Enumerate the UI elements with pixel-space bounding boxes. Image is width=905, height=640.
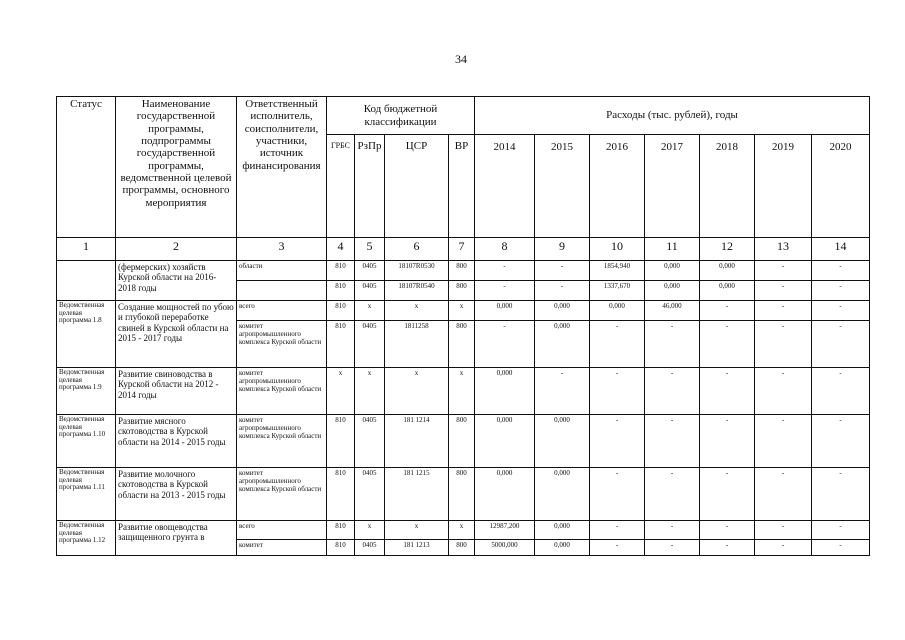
expense-value-cell: - (645, 368, 700, 415)
expense-value-cell: - (700, 321, 755, 368)
expense-value-cell: - (535, 261, 590, 281)
expense-value-cell: - (755, 261, 812, 281)
rzpr-cell: 0405 (355, 281, 385, 301)
grbs-cell: 810 (327, 540, 355, 556)
program-name: Развитие молочного скотоводства в Курской области на 2013 - 2015 годы (116, 468, 237, 521)
expense-value-cell: - (590, 540, 645, 556)
header-year: 2019 (755, 135, 812, 238)
expense-value-cell: 0,000 (535, 301, 590, 321)
csr-cell: 181 1213 (385, 540, 449, 556)
executor-cell: комитет агропромышленного комплекса Курской области (237, 321, 327, 368)
header-executor: Ответственный исполнитель, соисполнители, участники, источник финансирования (237, 97, 327, 238)
vr-cell: 800 (449, 261, 475, 281)
vr-cell: 800 (449, 321, 475, 368)
expense-value-cell: 0,000 (590, 301, 645, 321)
expense-value-cell: 46,000 (645, 301, 700, 321)
program-name: Развитие мясного скотоводства в Курской области на 2014 - 2015 годы (116, 415, 237, 468)
grbs-cell: 810 (327, 468, 355, 521)
expense-value-cell: - (755, 415, 812, 468)
expense-value-cell: - (812, 281, 870, 301)
expense-value-cell: 0,000 (475, 368, 535, 415)
expense-value-cell: - (590, 521, 645, 540)
budget-table (56, 96, 870, 556)
header-budget-code: Код бюджетной классификации (327, 97, 475, 135)
table-row (57, 261, 870, 281)
expense-value-cell: - (475, 321, 535, 368)
expense-value-cell: - (700, 415, 755, 468)
grbs-cell: 810 (327, 321, 355, 368)
column-number: 2 (116, 238, 237, 261)
header-name: Наименование государственной программы, подпрограммы государственной программы, ведомственной целевой программы, основного мероприятия (116, 97, 237, 238)
expense-value-cell: - (535, 368, 590, 415)
csr-cell: 181 1214 (385, 415, 449, 468)
csr-cell: х (385, 301, 449, 321)
expense-value-cell: - (590, 321, 645, 368)
header-year: 2020 (812, 135, 870, 238)
page-number: 34 (455, 52, 467, 66)
expense-value-cell: 0,000 (535, 415, 590, 468)
expense-value-cell: 0,000 (535, 468, 590, 521)
expense-value-cell: - (812, 521, 870, 540)
table-row (57, 415, 870, 468)
header-year: 2018 (700, 135, 755, 238)
csr-cell: 1811258 (385, 321, 449, 368)
expense-value-cell: - (812, 261, 870, 281)
header-year: 2017 (645, 135, 700, 238)
grbs-cell: 810 (327, 521, 355, 540)
expense-value-cell: - (755, 368, 812, 415)
expense-value-cell: - (755, 321, 812, 368)
program-name: Создание мощностей по убою и глубокой переработке свиней в Курской области на 2015 - 2017 годы (116, 301, 237, 368)
vr-cell: 800 (449, 415, 475, 468)
grbs-cell: 810 (327, 261, 355, 281)
expense-value-cell: - (475, 261, 535, 281)
rzpr-cell: 0405 (355, 415, 385, 468)
expense-value-cell: - (812, 301, 870, 321)
program-status: Ведомственная целевая программа 1.8 (57, 301, 116, 368)
csr-cell: 18107R0540 (385, 281, 449, 301)
expense-value-cell: - (645, 321, 700, 368)
table-row (57, 468, 870, 521)
expense-value-cell: 0,000 (535, 521, 590, 540)
column-number: 14 (812, 238, 870, 261)
column-number-row (57, 238, 870, 261)
grbs-cell: 810 (327, 415, 355, 468)
expense-value-cell: 0,000 (475, 415, 535, 468)
rzpr-cell: х (355, 301, 385, 321)
column-number: 7 (449, 238, 475, 261)
expense-value-cell: - (645, 540, 700, 556)
executor-cell: комитет агропромышленного комплекса Курской области (237, 468, 327, 521)
expense-value-cell: 1337,670 (590, 281, 645, 301)
expense-value-cell: - (645, 415, 700, 468)
header-status: Статус (57, 97, 116, 238)
grbs-cell: х (327, 368, 355, 415)
expense-value-cell: - (812, 368, 870, 415)
expense-value-cell: - (645, 521, 700, 540)
csr-cell: 181 1215 (385, 468, 449, 521)
expense-value-cell: - (590, 368, 645, 415)
expense-value-cell: - (700, 301, 755, 321)
column-number: 9 (535, 238, 590, 261)
program-status: Ведомственная целевая программа 1.12 (57, 521, 116, 556)
rzpr-cell: 0405 (355, 468, 385, 521)
program-status: Ведомственная целевая программа 1.9 (57, 368, 116, 415)
executor-cell: всего (237, 521, 327, 540)
expense-value-cell: - (812, 321, 870, 368)
column-number: 1 (57, 238, 116, 261)
program-status (57, 261, 116, 301)
expense-value-cell: - (590, 468, 645, 521)
expense-value-cell: - (645, 468, 700, 521)
expense-value-cell: 0,000 (535, 321, 590, 368)
column-number: 12 (700, 238, 755, 261)
expense-value-cell: - (755, 281, 812, 301)
expense-value-cell: - (755, 301, 812, 321)
rzpr-cell: х (355, 368, 385, 415)
column-number: 5 (355, 238, 385, 261)
vr-cell: х (449, 521, 475, 540)
expense-value-cell: - (535, 281, 590, 301)
executor-cell: области (237, 261, 327, 281)
rzpr-cell: 0405 (355, 321, 385, 368)
expense-value-cell: 0,000 (645, 281, 700, 301)
executor-cell: комитет агропромышленного комплекса Курской области (237, 368, 327, 415)
header-code-grbs: ГРБС (327, 135, 355, 238)
column-number: 8 (475, 238, 535, 261)
column-number: 6 (385, 238, 449, 261)
expense-value-cell: 1854,940 (590, 261, 645, 281)
executor-cell (237, 281, 327, 301)
vr-cell: х (449, 301, 475, 321)
expense-value-cell: 0,000 (535, 540, 590, 556)
executor-cell: комитет агропромышленного комплекса Курской области (237, 415, 327, 468)
program-name: (фермерских) хозяйств Курской области на 2016-2018 годы (116, 261, 237, 301)
grbs-cell: 810 (327, 301, 355, 321)
vr-cell: 800 (449, 468, 475, 521)
expense-value-cell: - (812, 468, 870, 521)
csr-cell: х (385, 368, 449, 415)
header-year: 2016 (590, 135, 645, 238)
grbs-cell: 810 (327, 281, 355, 301)
csr-cell: х (385, 521, 449, 540)
program-name: Развитие овощеводства защищенного грунта в (116, 521, 237, 556)
expense-value-cell: 12987,200 (475, 521, 535, 540)
expense-value-cell: 0,000 (700, 281, 755, 301)
expense-value-cell: 0,000 (700, 261, 755, 281)
expense-value-cell: - (755, 468, 812, 521)
expense-value-cell: - (590, 415, 645, 468)
table-row (57, 301, 870, 321)
expense-value-cell: 5000,000 (475, 540, 535, 556)
program-name: Развитие свиноводства в Курской области на 2012 - 2014 годы (116, 368, 237, 415)
rzpr-cell: 0405 (355, 540, 385, 556)
rzpr-cell: 0405 (355, 261, 385, 281)
expense-value-cell: - (812, 415, 870, 468)
expense-value-cell: 0,000 (645, 261, 700, 281)
expense-value-cell: - (812, 540, 870, 556)
expense-value-cell: - (755, 521, 812, 540)
expense-value-cell: - (700, 540, 755, 556)
vr-cell: 800 (449, 281, 475, 301)
csr-cell: 18107R0530 (385, 261, 449, 281)
header-year: 2014 (475, 135, 535, 238)
vr-cell: 800 (449, 540, 475, 556)
table-row (57, 368, 870, 415)
vr-cell: х (449, 368, 475, 415)
column-number: 3 (237, 238, 327, 261)
expense-value-cell: - (700, 368, 755, 415)
column-number: 11 (645, 238, 700, 261)
program-status: Ведомственная целевая программа 1.11 (57, 468, 116, 521)
expense-value-cell: - (475, 281, 535, 301)
executor-cell: всего (237, 301, 327, 321)
rzpr-cell: х (355, 521, 385, 540)
header-expenses: Расходы (тыс. рублей), годы (475, 97, 870, 135)
header-year: 2015 (535, 135, 590, 238)
column-number: 13 (755, 238, 812, 261)
expense-value-cell: - (755, 540, 812, 556)
expense-value-cell: - (700, 468, 755, 521)
expense-value-cell: - (700, 521, 755, 540)
header-code-csr: ЦСР (385, 135, 449, 238)
column-number: 4 (327, 238, 355, 261)
expense-value-cell: 0,000 (475, 468, 535, 521)
expense-value-cell: 0,000 (475, 301, 535, 321)
column-number: 10 (590, 238, 645, 261)
header-code-vr: ВР (449, 135, 475, 238)
header-code-rzpr: РзПр (355, 135, 385, 238)
program-status: Ведомственная целевая программа 1.10 (57, 415, 116, 468)
executor-cell: комитет (237, 540, 327, 556)
table-row (57, 521, 870, 540)
